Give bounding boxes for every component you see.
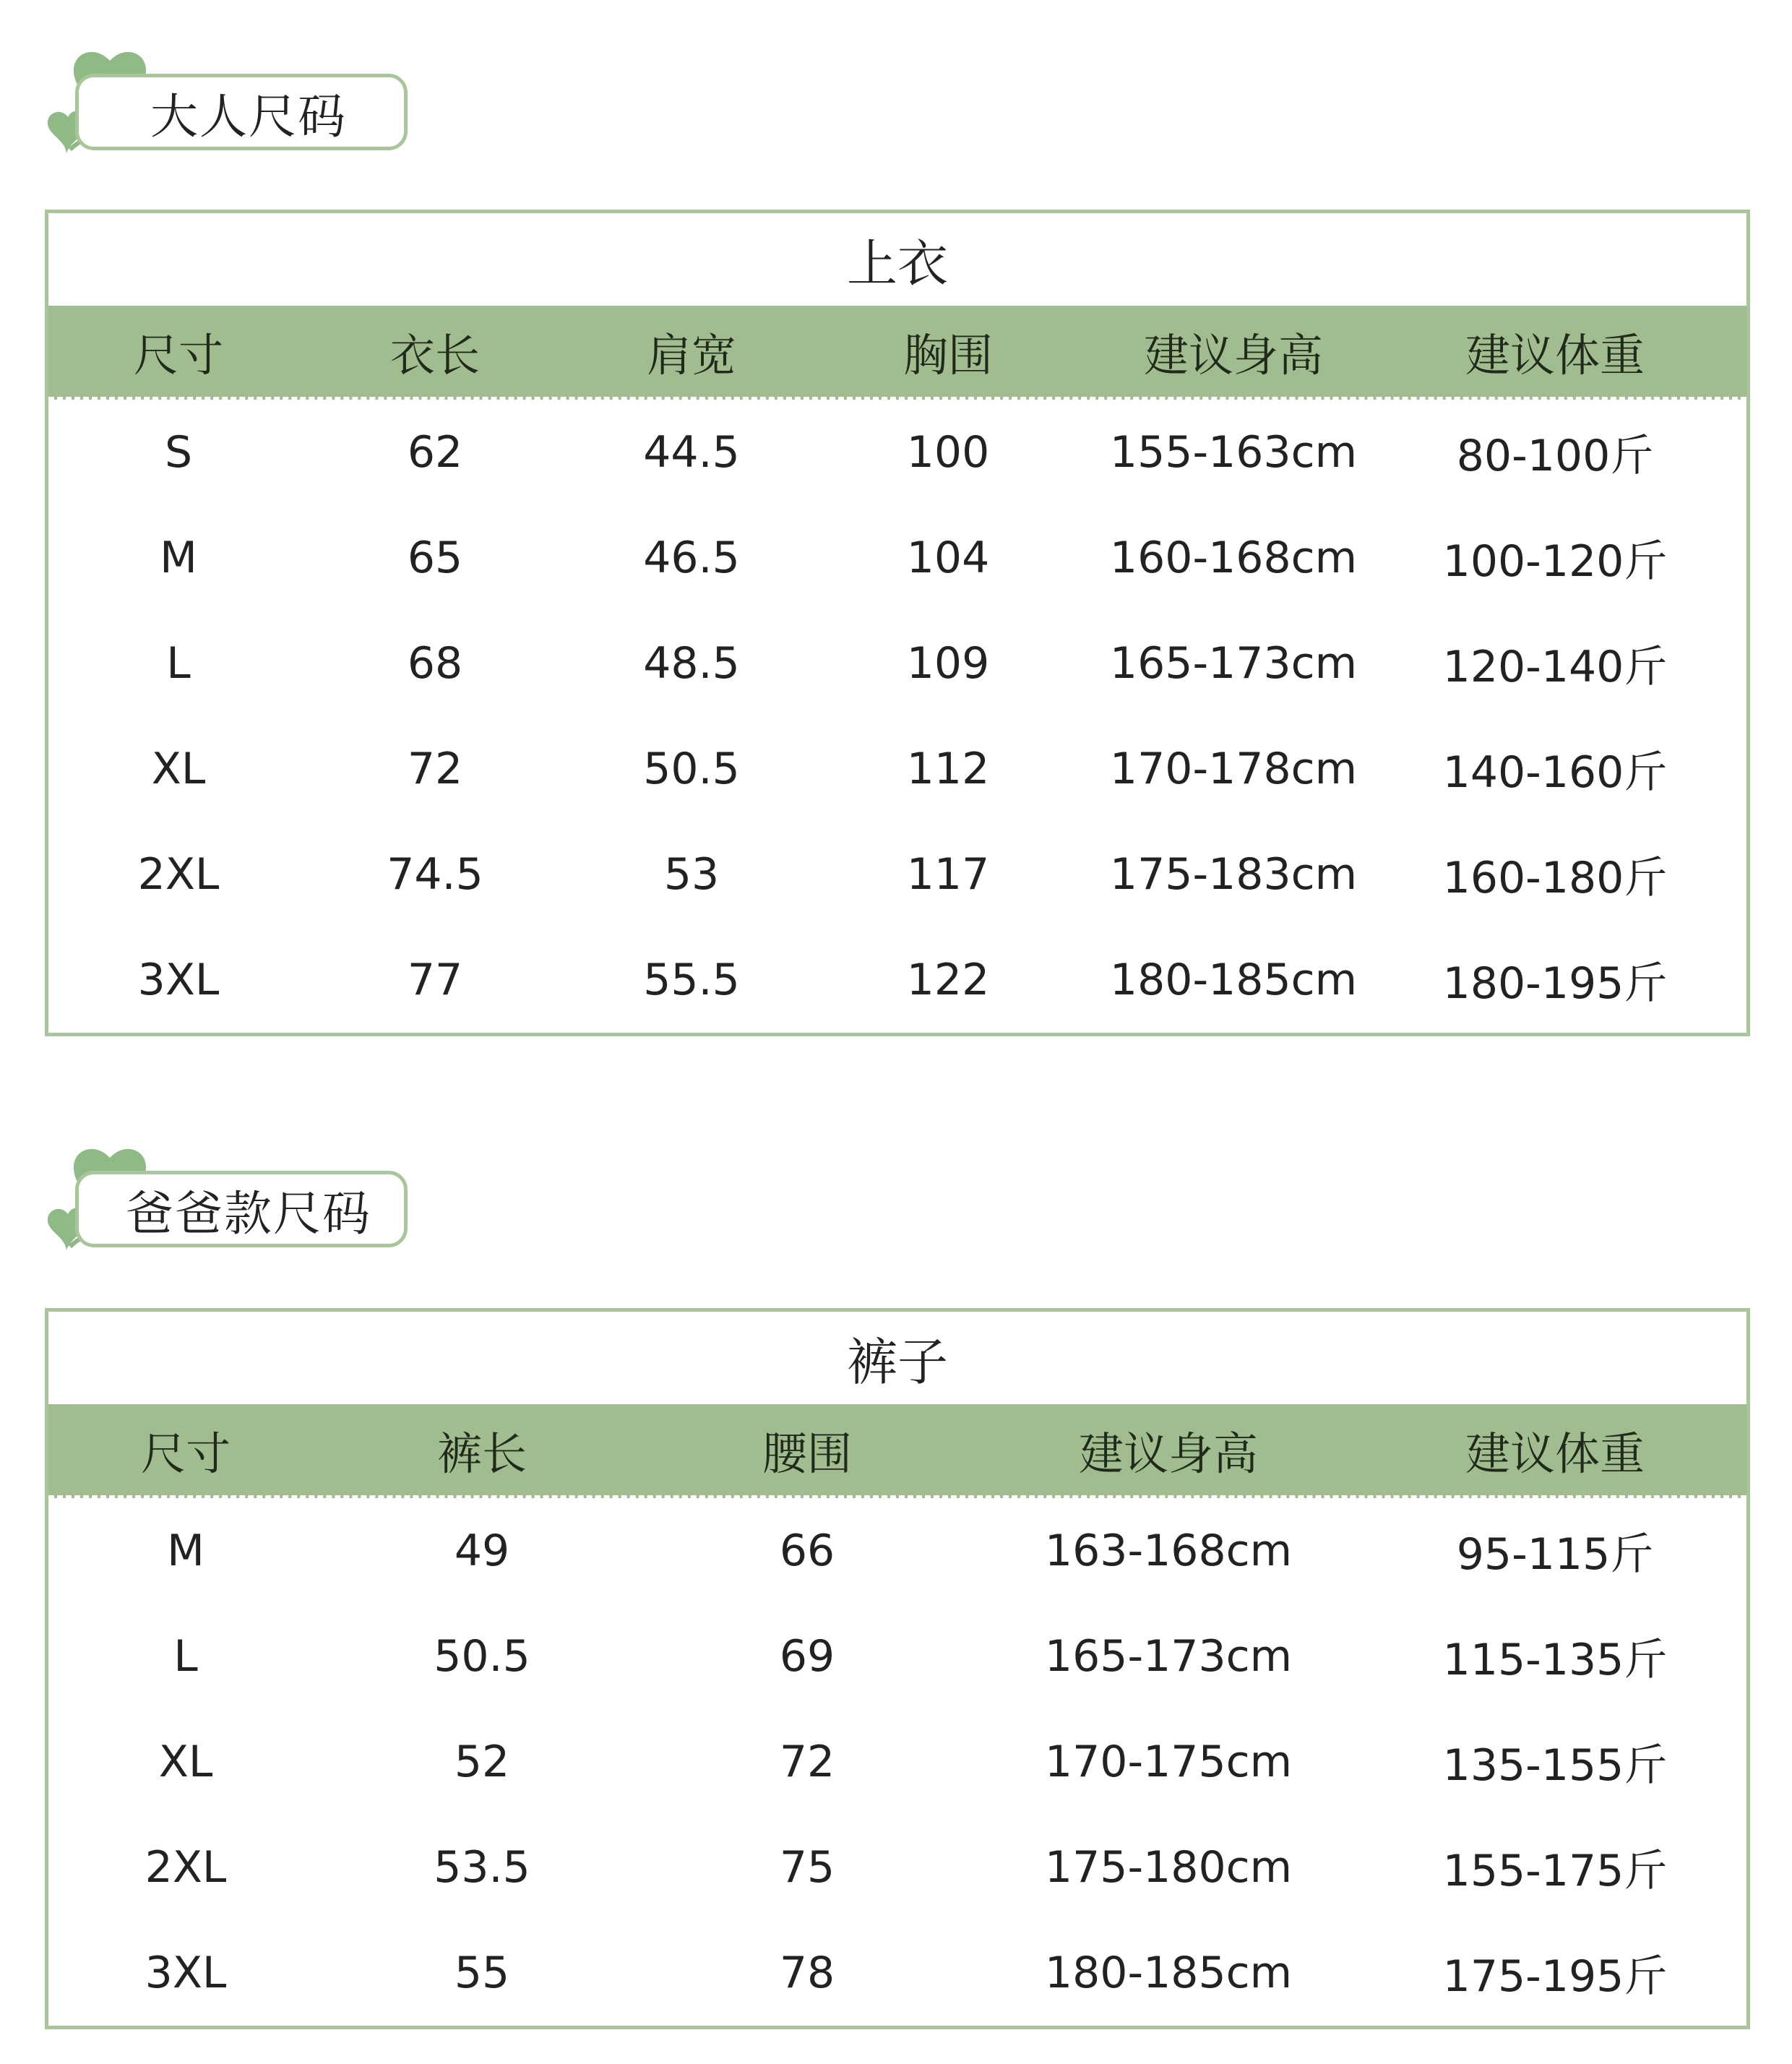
tops-cell: 48.5 — [643, 638, 740, 689]
tops-table-header — [48, 306, 1746, 400]
tops-header-cell: 建议体重 — [1465, 328, 1645, 382]
tops-header-cell: 胸围 — [903, 328, 993, 382]
pants-table-body — [48, 1498, 1746, 2026]
tops-cell: 180-185cm — [1109, 955, 1358, 1005]
tops-cell: 122 — [906, 955, 990, 1005]
tops-cell: 175-183cm — [1109, 849, 1358, 900]
pants-header-cell: 尺寸 — [140, 1427, 231, 1480]
tops-cell: 117 — [906, 849, 990, 900]
tops-cell: 160-168cm — [1109, 533, 1358, 583]
tops-cell: 72 — [407, 744, 463, 794]
tops-header-cell: 衣长 — [389, 328, 480, 382]
pants-cell: 78 — [779, 1948, 835, 1998]
pants-cell: XL — [158, 1737, 213, 1787]
tops-cell: 165-173cm — [1109, 638, 1358, 689]
pants-cell: 115-135斤 — [1442, 1635, 1668, 1685]
pants-cell: 52 — [454, 1737, 510, 1787]
pants-cell: 3XL — [145, 1948, 227, 1998]
tops-cell: 100 — [906, 427, 990, 478]
adult-size-text: 大人尺码 — [150, 88, 347, 145]
pants-header-cell: 腰围 — [762, 1427, 852, 1480]
pants-size-table — [45, 1308, 1750, 2029]
tops-cell: 74.5 — [387, 849, 483, 900]
tops-cell: 46.5 — [643, 533, 740, 583]
tops-cell: 120-140斤 — [1442, 642, 1668, 692]
tops-cell: 3XL — [137, 955, 220, 1005]
tops-cell: 140-160斤 — [1442, 747, 1668, 798]
tops-size-table — [45, 210, 1750, 1036]
pants-cell: 69 — [779, 1631, 835, 1682]
tops-cell: 53 — [663, 849, 720, 900]
table-row — [48, 1709, 1746, 1815]
tops-table-body — [48, 400, 1746, 1033]
pants-cell: 49 — [454, 1526, 510, 1576]
pants-cell: L — [173, 1631, 198, 1682]
pants-cell: 55 — [454, 1948, 510, 1998]
pants-cell: 2XL — [145, 1842, 227, 1893]
pants-cell: 72 — [779, 1737, 835, 1787]
tops-cell: 180-195斤 — [1442, 958, 1668, 1009]
pants-cell: 95-115斤 — [1456, 1529, 1654, 1580]
pants-cell: 165-173cm — [1044, 1631, 1293, 1682]
table-row — [48, 1920, 1746, 2026]
tops-cell: XL — [151, 744, 206, 794]
tops-cell: 100-120斤 — [1442, 536, 1668, 587]
tops-cell: 55.5 — [643, 955, 740, 1005]
tops-cell: 104 — [906, 533, 990, 583]
pants-cell: 170-175cm — [1044, 1737, 1293, 1787]
pants-cell: 155-175斤 — [1442, 1846, 1668, 1896]
tops-cell: 160-180斤 — [1442, 853, 1668, 903]
tops-cell: 109 — [906, 638, 990, 689]
tops-cell: 77 — [407, 955, 463, 1005]
table-row — [48, 822, 1746, 927]
tops-header-cell: 肩宽 — [646, 328, 736, 382]
tops-cell: 2XL — [137, 849, 220, 900]
tops-cell: S — [164, 427, 193, 478]
pants-table-header — [48, 1404, 1746, 1498]
dad-size-label — [45, 1149, 421, 1243]
table-row — [48, 400, 1746, 505]
table-row — [48, 927, 1746, 1033]
tops-cell: L — [166, 638, 191, 689]
tops-table-title: 上衣 — [847, 233, 948, 293]
pants-cell: 180-185cm — [1044, 1948, 1293, 1998]
tops-cell: 44.5 — [643, 427, 740, 478]
pants-cell: 175-180cm — [1044, 1842, 1293, 1893]
adult-size-label — [45, 52, 421, 146]
pants-table-title: 裤子 — [847, 1332, 948, 1392]
adult-size-pill — [75, 74, 408, 150]
table-row — [48, 1815, 1746, 1920]
tops-header-cell: 尺寸 — [133, 328, 223, 382]
tops-cell: 50.5 — [643, 744, 740, 794]
tops-cell: 112 — [906, 744, 990, 794]
pants-cell: 135-155斤 — [1442, 1740, 1668, 1791]
tops-cell: M — [160, 533, 197, 583]
table-row — [48, 1604, 1746, 1709]
tops-cell: 65 — [407, 533, 463, 583]
tops-cell: 62 — [407, 427, 463, 478]
pants-header-cell: 裤长 — [436, 1427, 527, 1480]
pants-cell: 53.5 — [434, 1842, 530, 1893]
tops-header-cell: 建议身高 — [1143, 328, 1323, 382]
pants-cell: 75 — [779, 1842, 835, 1893]
pants-cell: M — [167, 1526, 204, 1576]
pants-cell: 50.5 — [434, 1631, 530, 1682]
tops-cell: 170-178cm — [1109, 744, 1358, 794]
table-row — [48, 611, 1746, 716]
dad-size-pill — [75, 1171, 408, 1247]
pants-cell: 66 — [779, 1526, 835, 1576]
tops-cell: 155-163cm — [1109, 427, 1358, 478]
tops-cell: 68 — [407, 638, 463, 689]
pants-cell: 163-168cm — [1044, 1526, 1293, 1576]
pants-cell: 175-195斤 — [1442, 1951, 1668, 2002]
table-row — [48, 505, 1746, 611]
tops-cell: 80-100斤 — [1456, 431, 1654, 481]
pants-header-cell: 建议身高 — [1078, 1427, 1258, 1480]
pants-header-cell: 建议体重 — [1465, 1427, 1645, 1480]
table-row — [48, 716, 1746, 822]
table-row — [48, 1498, 1746, 1604]
dad-size-text: 爸爸款尺码 — [126, 1185, 371, 1242]
